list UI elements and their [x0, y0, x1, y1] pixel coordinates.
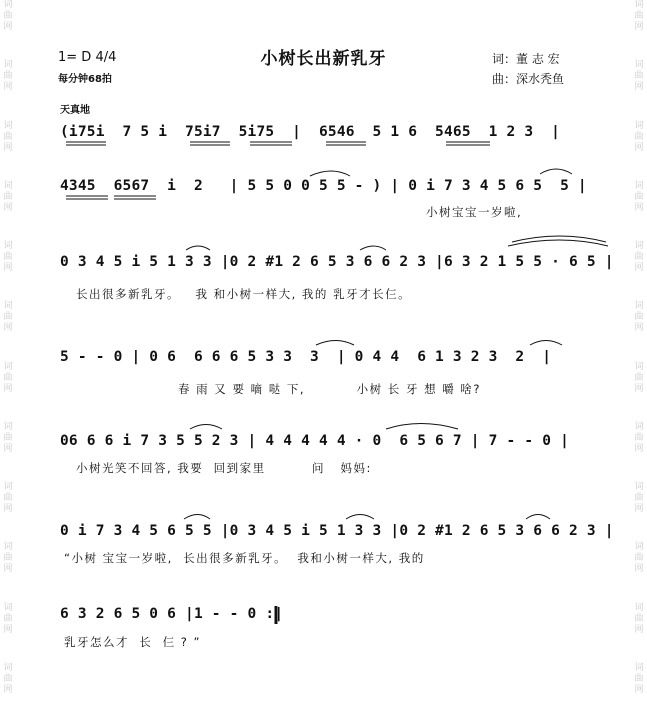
- watermark-glyph: 词: [634, 60, 644, 71]
- notation-line-4: 5 - - 0 | 0 6 6 6 6 5 3 3 3 | 0 4 4 6 1 3 2 3 2 |: [60, 349, 552, 365]
- watermark-glyph: 网: [3, 443, 13, 454]
- lyricist-credit: 词：董 志 宏: [492, 52, 560, 66]
- song-title: 小树长出新乳牙: [260, 49, 387, 69]
- lyrics-line-7: 乳牙怎么才 长 仨 ? ”: [64, 635, 201, 649]
- notation-line-1: (i75i 7 5 i 75i7 5i75 | 6546 5 1 6 5465 1 2 3 |: [60, 124, 561, 140]
- watermark-glyph: 曲: [3, 432, 13, 443]
- watermark-glyph: 词: [634, 421, 644, 432]
- watermark-glyph: 词: [3, 60, 13, 71]
- watermark-glyph: 网: [3, 564, 13, 575]
- watermark-glyph: 曲: [634, 372, 644, 383]
- notation-line-3: 0 3 4 5 i 5 1 3 3 |0 2 #1 2 6 5 3 6 6 2 3 |6 3 2 1 5 5 · 6 5 |: [60, 254, 614, 270]
- lyrics-line-3: 长出很多新乳牙。 我 和小树一样大, 我的 乳牙才长仨。: [76, 287, 412, 301]
- lyrics-line-2: 小树宝宝一岁啦,: [426, 205, 523, 219]
- watermark-glyph: 曲: [634, 673, 644, 684]
- lyrics-line-4: 春 雨 又 要 嘀 哒 下, 小树 长 牙 想 嚼 啥?: [178, 382, 482, 396]
- watermark-glyph: 曲: [3, 312, 13, 323]
- watermark-glyph: 网: [634, 202, 644, 213]
- watermark-glyph: 曲: [3, 252, 13, 262]
- notation-line-2: 4345 6567 i 2 | 5 5 0 0 5 5 - ) | 0 i 7 3 4 5 6 5 5 |: [60, 178, 587, 194]
- lyrics-line-5: 小树光笑不回答, 我要 回到家里 问 妈妈:: [76, 461, 372, 475]
- watermark-glyph: 网: [3, 383, 13, 394]
- watermark-glyph: 曲: [3, 673, 13, 684]
- watermark-glyph: 曲: [634, 432, 644, 443]
- watermark-glyph: 曲: [3, 493, 13, 503]
- watermark-glyph: 曲: [634, 312, 644, 323]
- watermark-glyph: 词: [634, 180, 644, 191]
- watermark-glyph: 网: [634, 383, 644, 394]
- key-signature: 1= D 4/4: [58, 50, 117, 65]
- watermark-glyph: 网: [634, 82, 644, 93]
- watermark-glyph: 曲: [634, 71, 644, 82]
- watermark-glyph: 网: [3, 263, 13, 273]
- watermark-glyph: 词: [3, 361, 13, 372]
- watermark-glyph: 网: [634, 624, 644, 635]
- watermark-glyph: 网: [3, 82, 13, 93]
- watermark-glyph: 网: [3, 624, 13, 635]
- watermark-glyph: 词: [634, 542, 644, 553]
- watermark-glyph: 词: [3, 542, 13, 553]
- watermark-glyph: 曲: [3, 553, 13, 564]
- watermark-glyph: 词: [634, 301, 644, 312]
- watermark-glyph: 词: [3, 301, 13, 312]
- expression-marking: 天真地: [60, 105, 90, 116]
- watermark-glyph: 网: [634, 504, 644, 514]
- watermark-glyph: 曲: [3, 11, 13, 21]
- watermark-glyph: 网: [3, 504, 13, 514]
- notation-line-6: 0 i 7 3 4 5 6 5 5 |0 3 4 5 i 5 1 3 3 |0 2 #1 2 6 5 3 6 6 2 3 |: [60, 523, 614, 539]
- watermark-glyph: 网: [634, 263, 644, 273]
- watermark-glyph: 曲: [634, 553, 644, 564]
- watermark-glyph: 网: [634, 22, 644, 32]
- watermark-glyph: 网: [634, 142, 644, 153]
- watermark-glyph: 网: [3, 22, 13, 32]
- watermark-glyph: 网: [3, 142, 13, 153]
- watermark-glyph: 曲: [634, 131, 644, 142]
- watermark-glyph: 网: [634, 443, 644, 454]
- watermark-glyph: 词: [3, 120, 13, 131]
- watermark-glyph: 曲: [634, 11, 644, 21]
- watermark-glyph: 曲: [3, 191, 13, 202]
- watermark-glyph: 网: [3, 202, 13, 213]
- watermark-glyph: 曲: [3, 613, 13, 624]
- tempo-marking: 每分钟68拍: [58, 74, 112, 85]
- watermark-glyph: 网: [3, 323, 13, 334]
- composer-credit: 曲：深水秃鱼: [492, 72, 565, 86]
- watermark-glyph: 曲: [3, 131, 13, 142]
- watermark-glyph: 曲: [634, 493, 644, 503]
- watermark-glyph: 词: [3, 180, 13, 191]
- watermark-glyph: 曲: [634, 252, 644, 262]
- watermark-glyph: 词: [634, 120, 644, 131]
- notation-line-7: 6 3 2 6 5 0 6 |1 - - 0 :|: [60, 606, 284, 622]
- watermark-glyph: 词: [3, 241, 13, 251]
- watermark-glyph: 词: [3, 0, 13, 10]
- watermark-glyph: 曲: [634, 191, 644, 202]
- watermark-glyph: 词: [634, 602, 644, 613]
- watermark-glyph: 网: [634, 323, 644, 334]
- watermark-glyph: 网: [634, 564, 644, 575]
- lyrics-line-6: “小树 宝宝一岁啦, 长出很多新乳牙。 我和小树一样大, 我的: [64, 551, 425, 565]
- watermark-glyph: 词: [634, 482, 644, 492]
- watermark-glyph: 词: [3, 421, 13, 432]
- watermark-glyph: 网: [634, 684, 644, 695]
- watermark-glyph: 词: [3, 482, 13, 492]
- watermark-glyph: 词: [3, 662, 13, 673]
- notation-line-5: 06 6 6 i 7 3 5 5 2 3 | 4 4 4 4 4 · 0 6 5 6 7 | 7 - - 0 |: [60, 433, 569, 449]
- watermark-glyph: 曲: [3, 71, 13, 82]
- watermark-glyph: 曲: [634, 613, 644, 624]
- watermark-glyph: 词: [634, 241, 644, 251]
- watermark-glyph: 词: [634, 361, 644, 372]
- watermark-glyph: 词: [634, 662, 644, 673]
- watermark-glyph: 词: [634, 0, 644, 10]
- watermark-glyph: 曲: [3, 372, 13, 383]
- watermark-glyph: 词: [3, 602, 13, 613]
- watermark-glyph: 网: [3, 684, 13, 695]
